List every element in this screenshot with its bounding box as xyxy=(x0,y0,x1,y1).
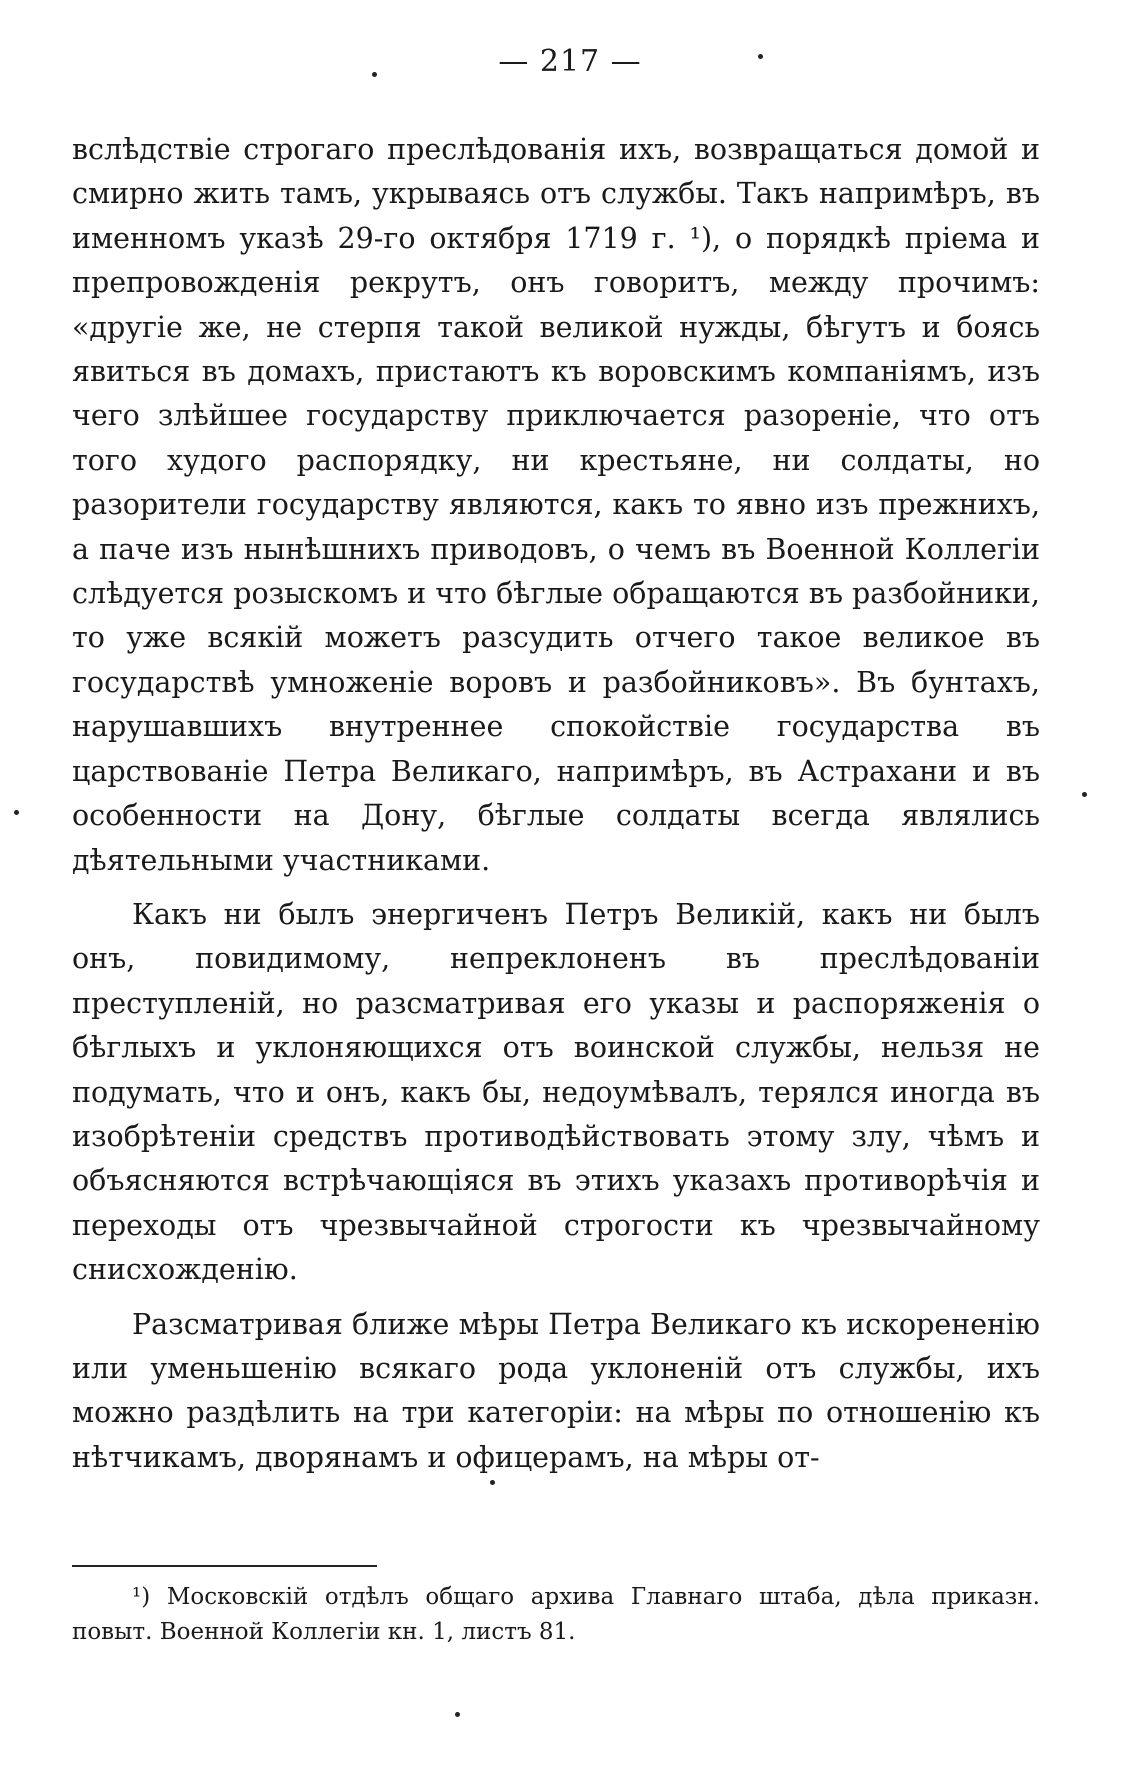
scan-speck xyxy=(490,1480,495,1485)
scan-speck xyxy=(372,72,377,77)
footnote: ¹) Московскій отдѣлъ общаго архива Главнаго штаба, дѣла приказн. повыт. Военной Коллегіи кн. 1, листъ 81. xyxy=(72,1584,1040,1645)
scan-speck xyxy=(758,54,763,59)
scan-speck xyxy=(455,1712,460,1717)
scan-speck xyxy=(14,810,19,815)
scan-speck xyxy=(1082,792,1087,797)
body-text xyxy=(72,128,1040,1480)
page-number: — 217 — xyxy=(498,44,642,79)
footnote-divider xyxy=(72,1565,377,1567)
paragraph-3: Разсматривая ближе мѣры Петра Великаго къ искорененію или уменьшенію всякаго рода уклоненій отъ службы, ихъ можно раздѣлить на три категоріи: на мѣры по отношенію къ нѣтчикамъ, дворянамъ и офицерамъ, на мѣры от- xyxy=(72,1307,1040,1474)
paragraph-2: Какъ ни былъ энергиченъ Петръ Великій, какъ ни былъ онъ, повидимому, непреклоненъ въ преслѣдованіи преступленій, но разсматривая его указы и распоряженія о бѣглыхъ и уклоняющихся отъ воинской службы, нельзя не подумать, что и онъ, какъ бы, недоумѣвалъ, терялся иногда въ изобрѣтеніи средствъ противодѣйствовать этому злу, чѣмъ и объясняются встрѣчающіяся въ этихъ указахъ противорѣчія и переходы отъ чрезвычайной строгости къ чрезвычайному снисхожденію. xyxy=(72,897,1040,1287)
paragraph-1: вслѣдствіе строгаго преслѣдованія ихъ, возвращаться домой и смирно жить тамъ, укрываясь отъ службы. Такъ напримѣръ, въ именномъ указѣ 29-го октября 1719 г. ¹), о порядкѣ пріема и препровожденія рекрутъ, онъ говоритъ, между прочимъ: «другіе же, не стерпя такой великой нужды, бѣгутъ и боясь явиться въ домахъ, пристаютъ къ воровскимъ компаніямъ, изъ чего злѣйшее государству приключается разореніе, что отъ того худого распорядку, ни крестьяне, ни солдаты, но разорители государству являются, какъ то явно изъ прежнихъ, а паче изъ нынѣшнихъ приводовъ, о чемъ въ Военной Коллегіи слѣдуется розыскомъ и что бѣглые обращаются въ разбойники, то уже всякій можетъ разсудить отчего такое великое въ государствѣ умноженіе воровъ и разбойниковъ». Въ бунтахъ, нарушавшихъ внутреннее спокойствіе государства въ царствованіе Петра Великаго, напримѣръ, въ Астрахани и въ особенности на Дону, бѣглые солдаты всегда являлись дѣятельными участниками. xyxy=(72,133,1040,877)
